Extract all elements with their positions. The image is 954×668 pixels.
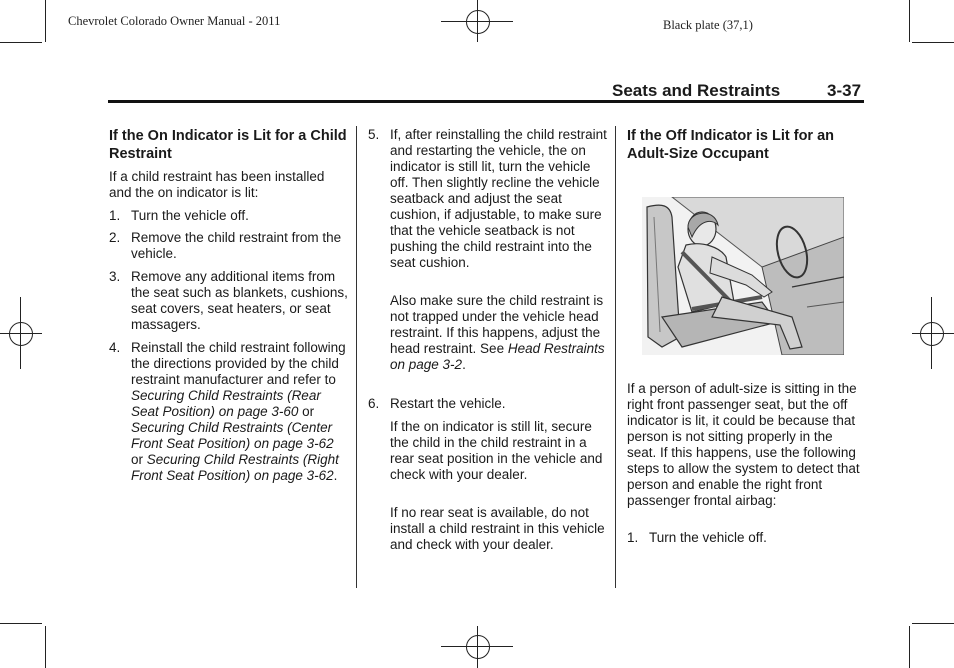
step5-note: Also make sure the child restraint is not trapped under the vehicle head restraint. If this happens, adjust the head restraint. See Head Restraints on page 3-2. — [390, 293, 605, 372]
col1-intro: If a child restraint has been installed and the on indicator is lit: — [109, 169, 325, 200]
section-title: Seats and Restraints — [612, 81, 781, 100]
crop-mark — [45, 0, 46, 42]
crop-mark — [912, 42, 954, 43]
crop-mark — [0, 42, 42, 43]
list-item: 2. Remove the child restraint from the vehicle. — [109, 230, 342, 261]
plate-label: Black plate (37,1) — [663, 18, 753, 32]
header-rule — [108, 100, 864, 103]
list-item: 1. Turn the vehicle off. — [109, 208, 249, 223]
column-divider — [615, 126, 616, 588]
cross-reference-link[interactable]: Head Restraints on page 3-2 — [390, 341, 605, 372]
crop-mark — [909, 626, 910, 668]
step6-note: If no rear seat is available, do not install a child restraint in this vehicle and check with your dealer. — [390, 505, 605, 552]
cross-reference-link[interactable]: Securing Child Restraints (Center Front Seat Position) on page 3-62 — [131, 420, 334, 451]
list-item: 1. Turn the vehicle off. — [627, 530, 767, 545]
list-item: 3. Remove any additional items from the seat such as blankets, cushions, seat covers, seat heaters, or seat massagers. — [109, 269, 348, 332]
column-divider — [356, 126, 357, 588]
col3-body: If a person of adult-size is sitting in the right front passenger seat, but the off indicator is lit, it could be because that person is not sitting properly in the seat. If this happens, use the following steps to allow the system to detect that person and enable the right front passenger frontal airbag: — [627, 381, 860, 508]
cross-reference-link[interactable]: Securing Child Restraints (Right Front Seat Position) on page 3-62 — [131, 452, 339, 483]
crop-mark — [45, 626, 46, 668]
page-number: 3-37 — [827, 81, 862, 100]
list-item: 5. If, after reinstalling the child restraint and restarting the vehicle, the on indicator is still lit, turn the vehicle off. Then slightly recline the vehicle seatback and adjust the seat cushion, if adjustable, to make sure that the vehicle seatback is not pushing the child restraint into the seat cushion. — [368, 127, 607, 270]
col3-heading: If the Off Indicator is Lit for an Adult-Size Occupant — [627, 128, 835, 162]
crop-mark — [0, 623, 42, 624]
list-item: 6. Restart the vehicle. — [368, 396, 506, 411]
col1-heading: If the On Indicator is Lit for a Child Restraint — [109, 128, 347, 162]
list-item: 4. Reinstall the child restraint following the directions provided by the child restraint manufacturer and refer to Securing Child Restraints (Rear Seat Position) on page 3-60 or Securing Child Restraints (Center Front Seat Position) on page 3-62 or Securing Child Restraints (Right Front Seat Position) on page 3-62. — [109, 340, 346, 483]
manual-title: Chevrolet Colorado Owner Manual - 2011 — [68, 14, 281, 28]
crop-mark — [912, 623, 954, 624]
cross-reference-link[interactable]: Securing Child Restraints (Rear Seat Position) on page 3-60 — [131, 388, 321, 419]
step6-note: If the on indicator is still lit, secure the child in the child restraint in a rear seat position in the vehicle and check with your dealer. — [390, 419, 603, 482]
crop-mark — [909, 0, 910, 42]
adult-passenger-illustration — [642, 197, 844, 355]
